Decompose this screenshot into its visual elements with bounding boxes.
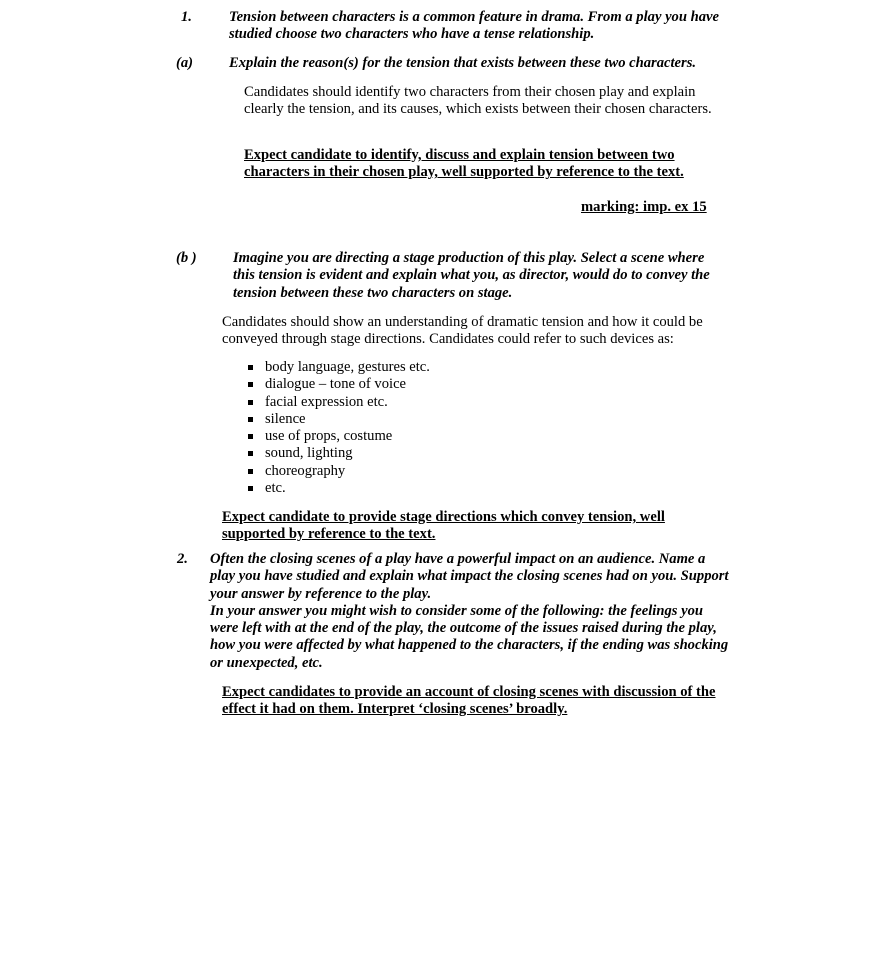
bullet-icon — [248, 486, 253, 491]
device-label: etc. — [265, 480, 286, 497]
device-label: use of props, costume — [265, 428, 393, 445]
question-2-number: 2. — [177, 551, 188, 567]
devices-list — [246, 359, 430, 497]
part-a-guidance: Candidates should identify two characters from their chosen play and explain clearly the tension, and its causes, which exists between their chosen characters. — [244, 84, 712, 118]
bullet-icon — [248, 365, 253, 370]
bullet-icon — [248, 434, 253, 439]
part-a-expectation: Expect candidate to identify, discuss and explain tension between two characters in their chosen play, well supported by reference to the text. — [244, 147, 684, 181]
device-label: sound, lighting — [265, 445, 353, 462]
list-item — [246, 394, 430, 411]
list-item — [246, 359, 430, 376]
question-2-extra: In your answer you might wish to consider some of the following: the feelings you were left with at the end of the play, the outcome of the issues raised during the play, how you were affected by what happened to the characters, if the ending was shocking or unexpected, etc. — [210, 602, 729, 671]
question-2-main: Often the closing scenes of a play have a powerful impact on an audience. Name a play you have studied and explain what impact the closing scenes had on you. Support your answer by reference to the play. — [210, 551, 729, 602]
bullet-icon — [248, 382, 253, 387]
question-1-text: Tension between characters is a common feature in drama. From a play you have studied choose two characters who have a tense relationship. — [229, 9, 719, 43]
question-2-expectation: Expect candidates to provide an account of closing scenes with discussion of the effect it had on them. Interpret ‘closing scenes’ broadly. — [222, 684, 716, 718]
list-item — [246, 480, 430, 497]
device-label: choreography — [265, 462, 346, 479]
question-2-text — [210, 551, 730, 672]
part-b-guidance: Candidates should show an understanding of dramatic tension and how it could be conveyed through stage directions. Candidates could refer to such devices as: — [222, 314, 703, 348]
bullet-icon — [248, 400, 253, 405]
question-1-number: 1. — [181, 9, 192, 25]
part-b-label: (b ) — [176, 250, 197, 266]
device-label: body language, gestures etc. — [265, 359, 430, 375]
part-a-question: Explain the reason(s) for the tension that exists between these two characters. — [229, 55, 697, 71]
device-label: silence — [265, 410, 306, 427]
device-label: facial expression etc. — [265, 393, 388, 410]
device-label: dialogue – tone of voice — [265, 376, 407, 393]
list-item — [246, 428, 430, 445]
bullet-icon — [248, 469, 253, 474]
part-b-expectation: Expect candidate to provide stage directions which convey tension, well supported by reference to the text. — [222, 509, 665, 543]
list-item — [246, 376, 430, 393]
part-b-question: Imagine you are directing a stage production of this play. Select a scene where this tension is evident and explain what you, as director, would do to convey the tension between these two characters on stage. — [233, 250, 710, 301]
part-a-marking: marking: imp. ex 15 — [581, 199, 707, 215]
bullet-icon — [248, 451, 253, 456]
list-item — [246, 463, 430, 480]
list-item — [246, 445, 430, 462]
bullet-icon — [248, 417, 253, 422]
part-a-label: (a) — [176, 55, 194, 71]
list-item — [246, 411, 430, 428]
